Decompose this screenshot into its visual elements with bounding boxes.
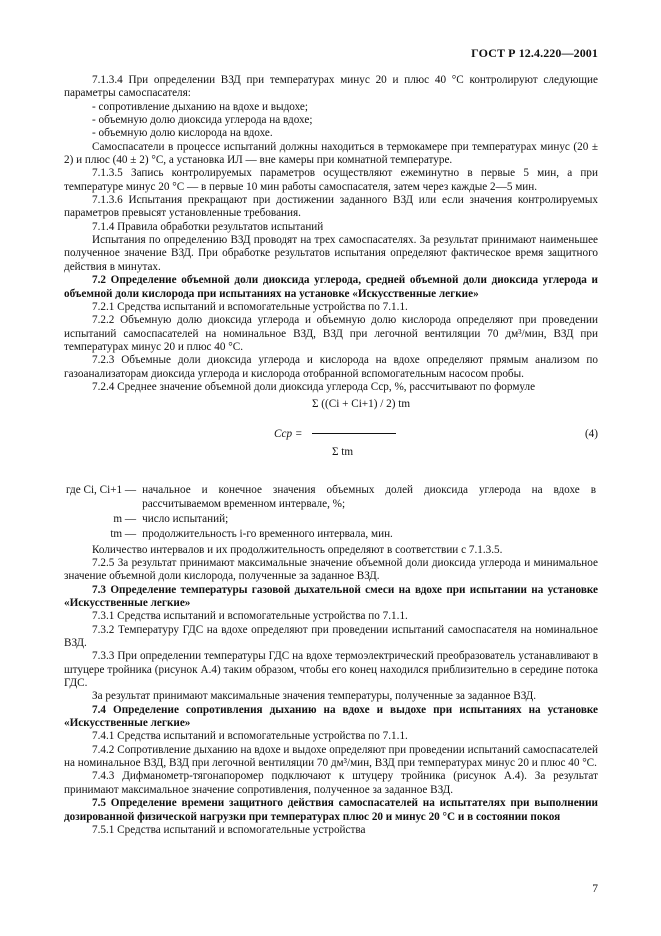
paragraph: 7.2.4 Среднее значение объемной доли диоксида углерода Сср, %, рассчитывают по формуле [92,380,536,393]
section-heading-7-5: 7.5 Определение времени защитного действия самоспасателей на испытателях при выполнении дозированной физической нагрузки при температурах плюс 20 и минус 20 °С и в состоянии покоя [64,797,598,823]
legend-symbol: m — [113,512,137,525]
document-body [64,74,598,837]
paragraph: 7.4.1 Средства испытаний и вспомогательные устройства по 7.1.1. [92,730,408,743]
legend-text: продолжительность i-го временного интервала, мин. [142,528,393,541]
paragraph: 7.3.2 Температуру ГДС на вдохе определяют при проведении испытаний самоспасателя на номинальное ВЗД. [64,623,598,650]
legend-text: начальное и конечное значения объемных долей диоксида углерода на вдохе в рассчитываемом временном интервале, %; [142,484,596,510]
paragraph: 7.3.3 При определении температуры ГДС на вдохе термоэлектрический преобразователь устанавливают в штуцере тройника (рисунок А.4) таким образом, чтобы его конец находился приблизительно в середине потока ГДС. [64,650,598,690]
list-item: - объемную долю диоксида углерода на вдохе; [92,114,313,127]
formula-denominator: Σ tm [332,446,354,459]
paragraph: 7.5.1 Средства испытаний и вспомогательные устройства [92,823,366,836]
section-heading-7-3: 7.3 Определение температуры газовой дыхательной смеси на вдохе при испытании на установке «Искусственные легкие» [64,583,598,609]
paragraph: 7.1.4 Правила обработки результатов испытаний [92,220,324,233]
legend-symbol: tm — [110,528,137,541]
formula-4 [64,398,598,478]
legend-row [66,484,596,511]
legend-text: число испытаний; [142,512,229,525]
formula-numerator: Σ ((Ci + Ci+1) / 2) tm [312,398,411,411]
paragraph: 7.2.3 Объемные доли диоксида углерода и кислорода на вдохе определяют прямым анализом по газоанализаторам диоксида углерода и кислорода отобранной вспомогательным насосом пробы. [64,354,598,380]
list-item: - сопротивление дыханию на вдохе и выдохе; [92,100,308,113]
paragraph: 7.2.5 За результат принимают максимальные значение объемной доли диоксида углерода и минимальное значение объемной доли кислорода, полученные за заданное ВЗД. [64,556,598,583]
section-heading-7-2: 7.2 Определение объемной доли диоксида углерода, средней объемной доли диоксида углерода и объемной доли кислорода при испытаниях на установке «Искусственные легкие» [64,274,598,300]
page-number: 7 [592,883,598,895]
paragraph: 7.1.3.4 При определении ВЗД при температурах минус 20 и плюс 40 °С контролируют следующие параметры самоспасателя: [64,74,598,100]
paragraph: 7.1.3.6 Испытания прекращают при достижении заданного ВЗД или если значения контролируемых параметров превысят установленные требования. [64,194,598,220]
legend-row [66,513,596,526]
legend-row [66,528,596,541]
formula-number: (4) [584,428,598,441]
paragraph: Самоспасатели в процессе испытаний должны находиться в термокамере при температурах минус (20 ± 2) и плюс (40 ± 2) °С, а установка ИЛ — вне камеры при комнатной температуре. [64,140,598,167]
paragraph: Испытания по определению ВЗД проводят на трех самоспасателях. За результат принимают наименьшее полученное значение ВЗД. При обработке результатов испытания определяют фактическое время защитного действия в минутах. [64,234,598,273]
section-heading-7-4: 7.4 Определение сопротивления дыханию на вдохе и выдохе при испытаниях на установке «Искусственные легкие» [64,703,598,730]
paragraph: 7.4.3 Дифманометр-тягонапоромер подключают к штуцеру тройника (рисунок А.4). За результат принимают максимальное значение сопротивления, полученное за заданное ВЗД. [64,770,598,796]
paragraph: 7.4.2 Сопротивление дыханию на вдохе и выдохе определяют при проведении испытаний самоспасателей на номинальное ВЗД, ВЗД при легочной вентиляции 70 дм³/мин, ВЗД при температурах минус 20 и плюс 40 °С. [64,743,598,770]
legend-symbol: где Ci, Ci+1 — [66,484,137,497]
paragraph: 7.2.2 Объемную долю диоксида углерода и объемную долю кислорода определяют при проведении испытаний самоспасателей на номинальное ВЗД, ВЗД при легочной вентиляции 70 дм³/мин, ВЗД при температурах минус 20 и плюс 40 °С. [64,314,598,353]
paragraph: 7.3.1 Средства испытаний и вспомогательные устройства по 7.1.1. [92,610,408,623]
formula-lhs: Сср = [274,428,303,441]
paragraph: За результат принимают максимальные значения температуры, полученные за заданное ВЗД. [92,690,537,703]
document-header: ГОСТ Р 12.4.220—2001 [471,46,598,60]
fraction-bar [312,433,396,434]
list-item: - объемную долю кислорода на вдохе. [92,127,273,140]
paragraph: Количество интервалов и их продолжительность определяют в соответствии с 7.1.3.5. [92,543,503,556]
formula-legend [64,482,598,543]
paragraph: 7.2.1 Средства испытаний и вспомогательные устройства по 7.1.1. [92,300,408,313]
paragraph: 7.1.3.5 Запись контролируемых параметров осуществляют ежеминутно в первые 5 мин, а при температуре минус 20 °С — в первые 10 мин работы самоспасателя, затем через каждые 2—5 мин. [64,167,598,193]
